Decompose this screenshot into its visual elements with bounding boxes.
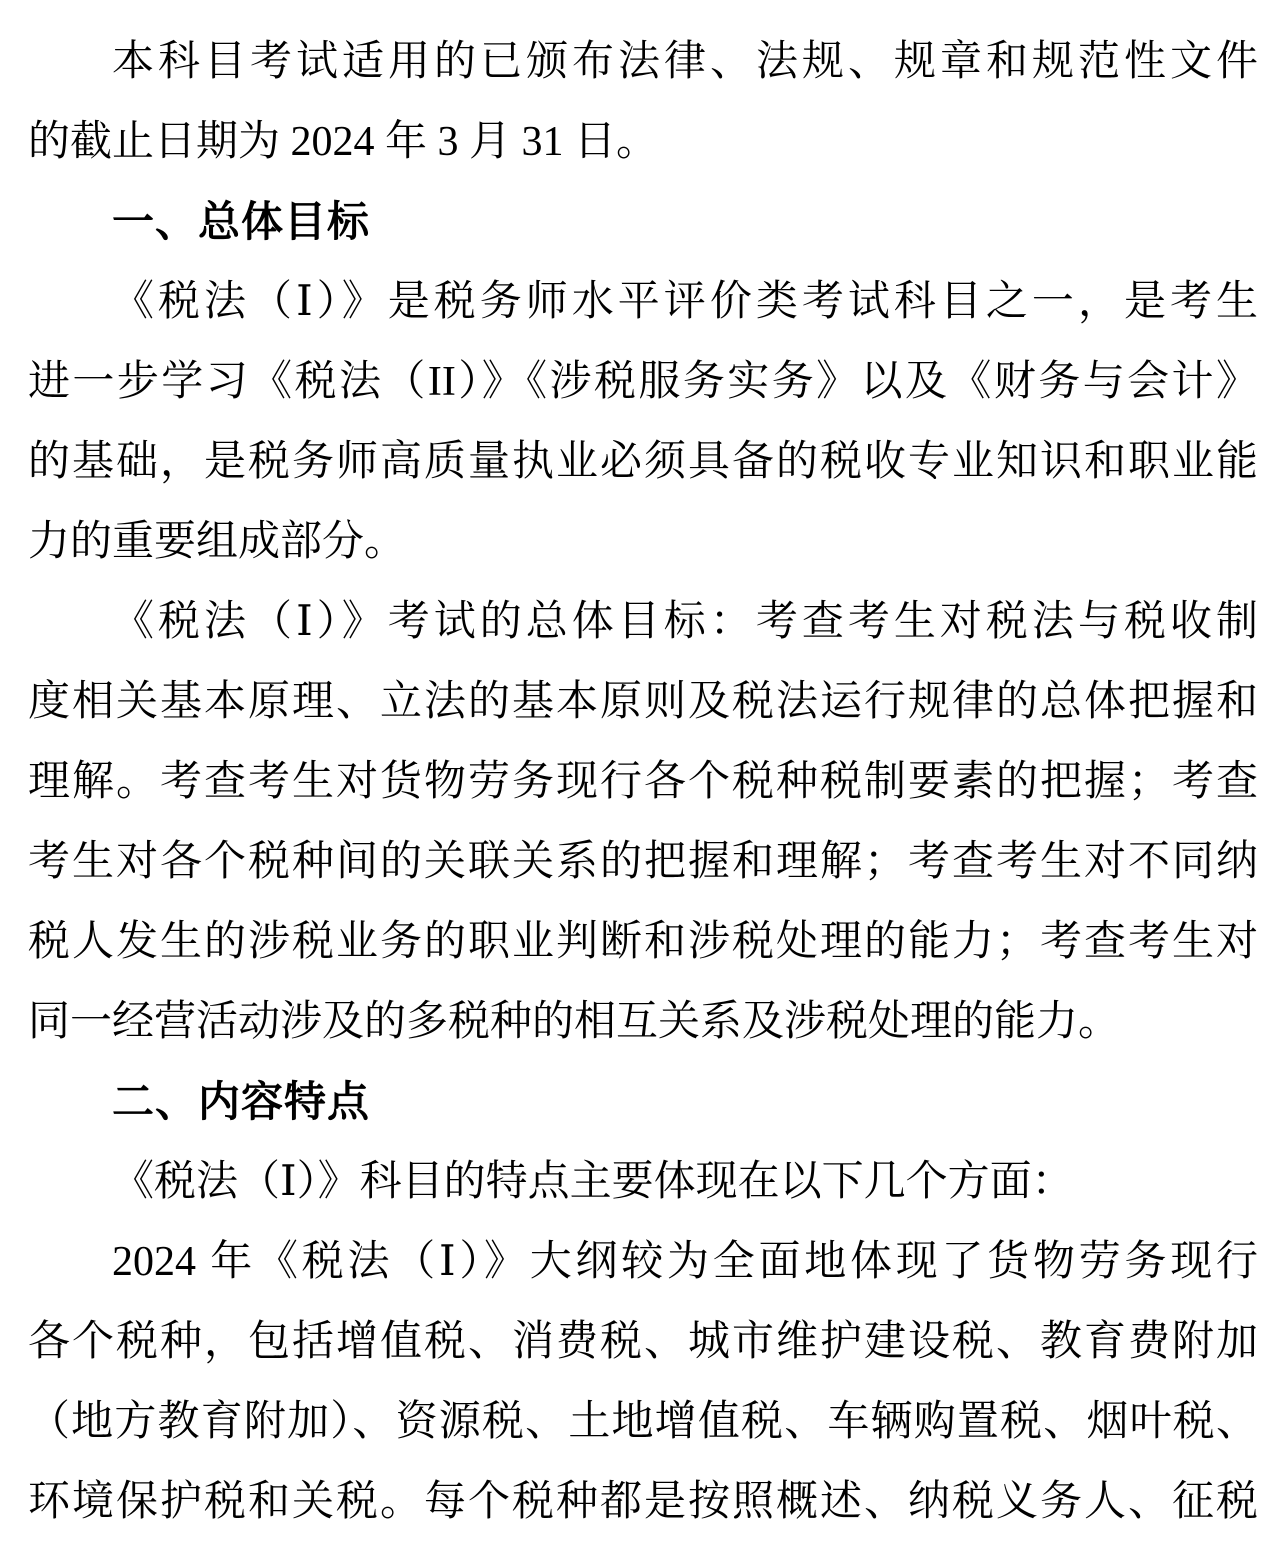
text-line: 本科目考试适用的已颁布法律、法规、规章和规范性文件 [112, 39, 1258, 85]
text-line: 税人发生的涉税业务的职业判断和涉税处理的能力；考查考生对 [28, 919, 1258, 965]
paragraph [28, 22, 1258, 182]
text-line: 力的重要组成部分。 [28, 519, 407, 565]
paragraph [28, 262, 1258, 582]
text-line: 的截止日期为 2024 年 3 月 31 日。 [28, 119, 659, 165]
text-line: 《税法（Ⅰ）》是税务师水平评价类考试科目之一，是考生 [112, 279, 1258, 325]
text-line: 2024 年《税法（Ⅰ）》大纲较为全面地体现了货物劳务现行 [112, 1239, 1258, 1285]
section-heading [28, 1062, 1258, 1142]
heading-line: 一、总体目标 [112, 197, 371, 246]
text-line: 各个税种，包括增值税、消费税、城市维护建设税、教育费附加 [28, 1319, 1258, 1365]
paragraph [28, 1142, 1258, 1222]
text-line: 的基础，是税务师高质量执业必须具备的税收专业知识和职业能 [28, 439, 1258, 485]
section-heading [28, 182, 1258, 262]
text-line: 考生对各个税种间的关联关系的把握和理解；考查考生对不同纳 [28, 839, 1258, 885]
text-line: 同一经营活动涉及的多税种的相互关系及涉税处理的能力。 [28, 999, 1121, 1045]
text-line: （地方教育附加）、资源税、土地增值税、车辆购置税、烟叶税、 [28, 1399, 1258, 1445]
paragraph [28, 1222, 1258, 1542]
paragraph [28, 582, 1258, 1062]
text-line: 进一步学习《税法（II）》《涉税服务实务》以及《财务与会计》 [28, 359, 1258, 405]
text-line: 《税法（Ⅰ）》考试的总体目标：考查考生对税法与税收制 [112, 599, 1258, 645]
text-line: 《税法（Ⅰ）》科目的特点主要体现在以下几个方面： [112, 1159, 1074, 1205]
text-line: 度相关基本原理、立法的基本原则及税法运行规律的总体把握和 [28, 679, 1258, 725]
text-line: 环境保护税和关税。每个税种都是按照概述、纳税义务人、征税 [28, 1479, 1258, 1525]
text-line: 理解。考查考生对货物劳务现行各个税种税制要素的把握；考查 [28, 759, 1258, 805]
document-body [28, 22, 1258, 1542]
heading-line: 二、内容特点 [112, 1077, 371, 1126]
